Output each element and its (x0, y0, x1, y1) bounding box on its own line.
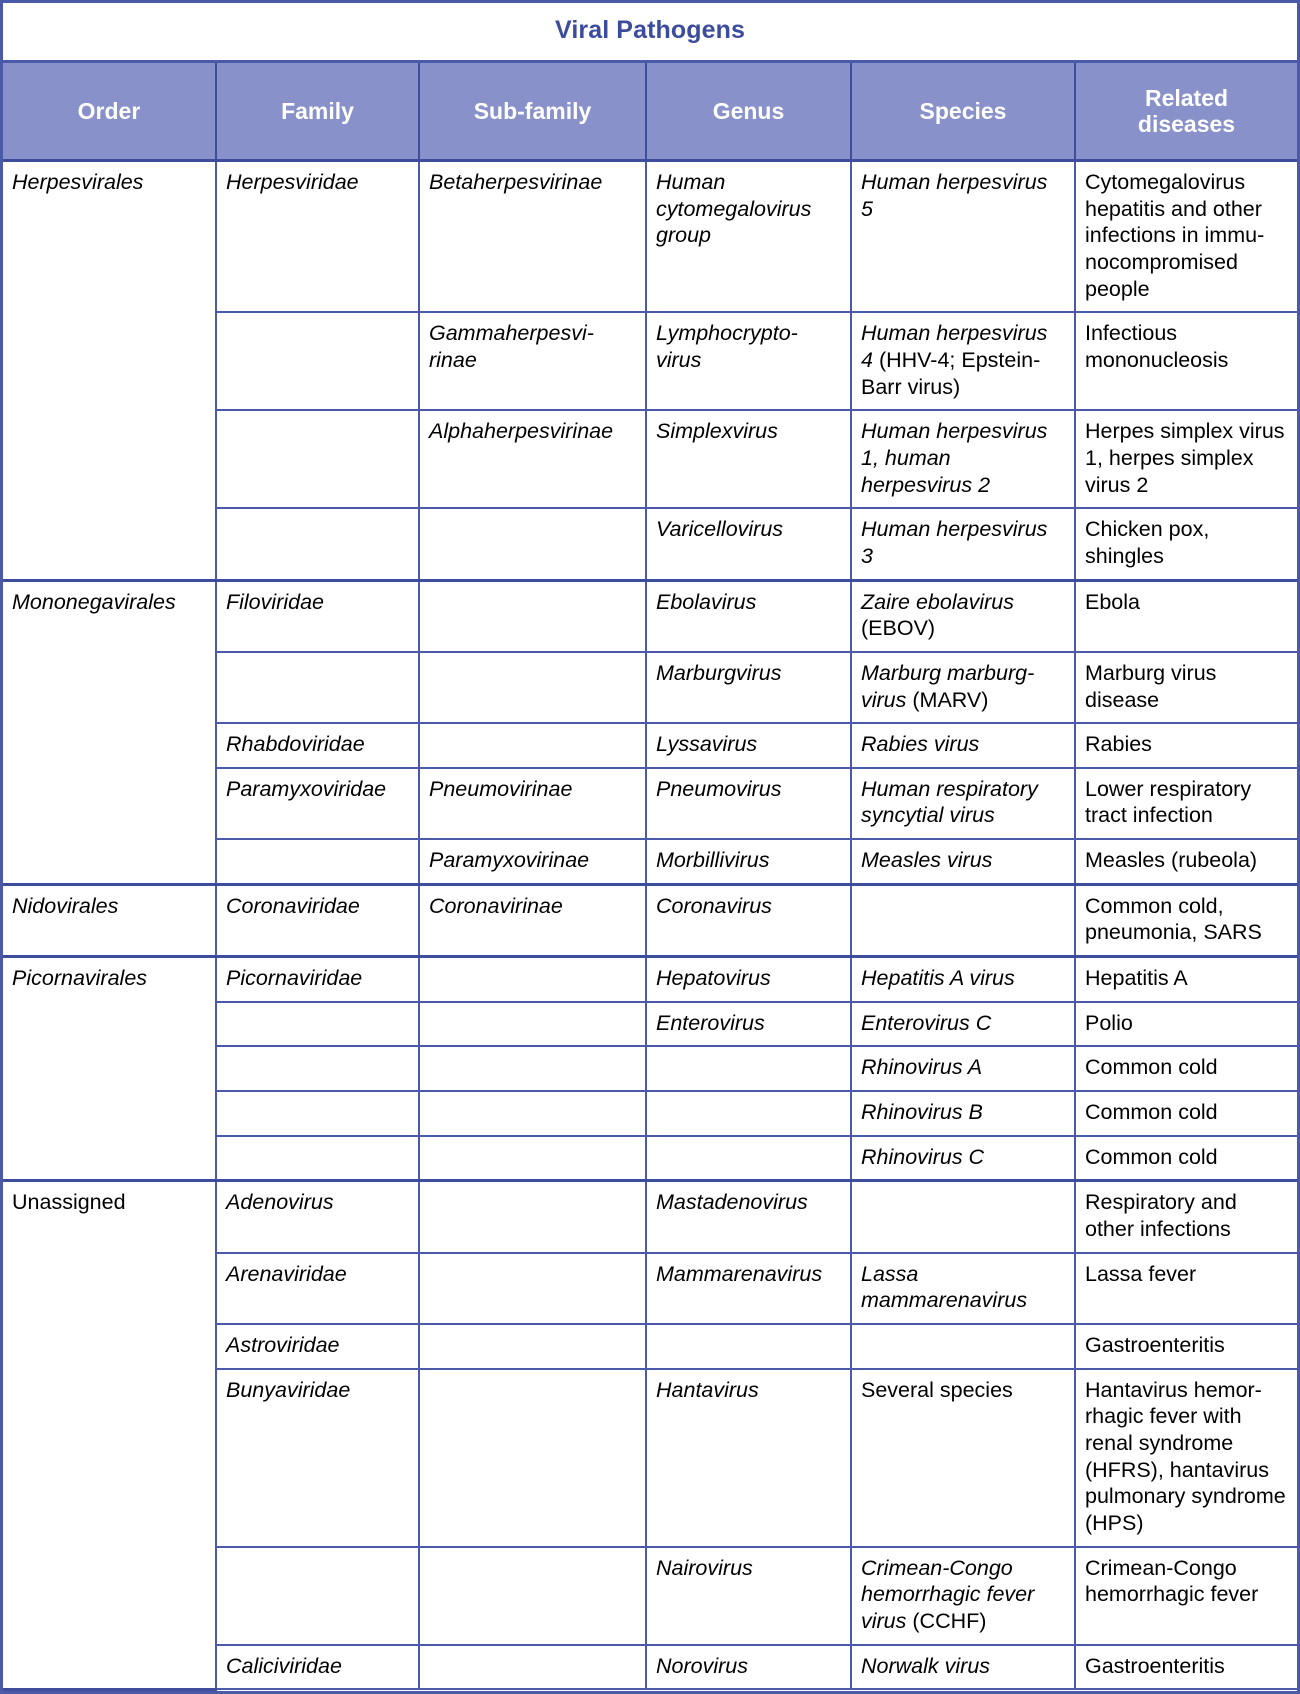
species-alias: (HHV-4; Epstein-Barr virus) (861, 347, 1041, 399)
cell-species (851, 1046, 1075, 1091)
column-header-family: Family (216, 62, 419, 161)
cell-subfamily (419, 1046, 646, 1091)
table-row (3, 957, 1297, 1002)
species-name: Measles virus (861, 848, 993, 873)
cell-genus (646, 1324, 851, 1369)
cell-related-diseases: Marburg virus disease (1075, 652, 1297, 723)
cell-order: Nidovirales (3, 884, 216, 956)
cell-genus (646, 1136, 851, 1181)
cell-species (851, 839, 1075, 884)
cell-related-diseases: Measles (rubeola) (1075, 839, 1297, 884)
column-header-related-diseases-line2: diseases (1137, 111, 1236, 137)
column-header-genus: Genus (646, 62, 851, 161)
species-name: Human respiratory syncytial virus (861, 776, 1038, 828)
cell-species (851, 410, 1075, 508)
cell-subfamily (419, 1181, 646, 1253)
cell-subfamily (419, 580, 646, 652)
cell-species (851, 723, 1075, 768)
cell-family (216, 1046, 419, 1091)
cell-species (851, 1369, 1075, 1547)
column-header-related-diseases-line1: Related (1144, 84, 1229, 111)
cell-genus: Nairovirus (646, 1547, 851, 1645)
cell-family (216, 312, 419, 410)
cell-genus: Hepatovirus (646, 957, 851, 1002)
cell-species (851, 957, 1075, 1002)
cell-related-diseases: Lower respiratory tract infection (1075, 768, 1297, 839)
cell-subfamily (419, 1645, 646, 1690)
cell-genus: Coronavirus (646, 884, 851, 956)
cell-related-diseases: Gastroenteritis (1075, 1645, 1297, 1690)
cell-species (851, 1136, 1075, 1181)
cell-species (851, 1645, 1075, 1690)
cell-species (851, 1181, 1075, 1253)
species-name: Crimean-Congo hemorrhagic fever virus (861, 1555, 1035, 1633)
species-name: Marburg marburg-virus (861, 660, 1035, 712)
cell-family: Coronaviridae (216, 884, 419, 956)
cell-genus: Human cytomegalovirus group (646, 161, 851, 313)
cell-subfamily: Paramyxovirinae (419, 839, 646, 884)
cell-family: Filoviridae (216, 580, 419, 652)
species-name: Enterovirus C (861, 1010, 992, 1035)
table-row (3, 161, 1297, 313)
cell-related-diseases: Common cold, pneumonia, SARS (1075, 884, 1297, 956)
cell-related-diseases: Respiratory and other infections (1075, 1181, 1297, 1253)
cell-family (216, 839, 419, 884)
species-alias: (MARV) (906, 687, 989, 712)
cell-species (851, 652, 1075, 723)
table-header (3, 3, 1297, 161)
column-header-species: Species (851, 62, 1075, 161)
page-title: Viral Pathogens (3, 3, 1297, 62)
cell-genus: Enterovirus (646, 1002, 851, 1047)
cell-related-diseases: Common cold (1075, 1091, 1297, 1136)
cell-subfamily (419, 508, 646, 580)
species-name: Human herpesvirus 1, human herpesvirus 2 (861, 419, 1048, 497)
cell-related-diseases: Chicken pox, shingles (1075, 508, 1297, 580)
cell-species (851, 580, 1075, 652)
cell-related-diseases: Lassa fever (1075, 1253, 1297, 1324)
cell-family (216, 1091, 419, 1136)
cell-related-diseases: Hantavirus hemor-rhagic fever with renal syndrome (HFRS), hantavirus pulmonary syndrome (HPS) (1075, 1369, 1297, 1547)
cell-order: Herpesvirales (3, 161, 216, 581)
cell-species (851, 1002, 1075, 1047)
cell-genus: Mammarenavirus (646, 1253, 851, 1324)
column-header-row (3, 62, 1297, 161)
cell-species (851, 312, 1075, 410)
cell-related-diseases: Crimean-Congo hemorrhagic fever (1075, 1547, 1297, 1645)
cell-related-diseases: Infectious mononucleosis (1075, 312, 1297, 410)
species-name: Hepatitis A virus (861, 966, 1015, 991)
cell-subfamily (419, 1369, 646, 1547)
cell-species (851, 1547, 1075, 1645)
cell-subfamily (419, 1136, 646, 1181)
cell-species (851, 508, 1075, 580)
table-title-row (3, 3, 1297, 62)
cell-family: Rhabdoviridae (216, 723, 419, 768)
cell-related-diseases: Hepatitis A (1075, 957, 1297, 1002)
table-row (3, 580, 1297, 652)
table-row (3, 1181, 1297, 1253)
species-name: Rhinovirus B (861, 1100, 983, 1125)
species-text: Several species (861, 1377, 1013, 1402)
cell-genus: Lyssavirus (646, 723, 851, 768)
cell-genus: Simplexvirus (646, 410, 851, 508)
column-header-related-diseases (1075, 62, 1297, 161)
table-body (3, 161, 1297, 1690)
cell-family (216, 652, 419, 723)
cell-genus (646, 1046, 851, 1091)
cell-genus: Hantavirus (646, 1369, 851, 1547)
cell-family (216, 410, 419, 508)
species-name: Human herpesvirus 5 (861, 170, 1048, 221)
cell-genus: Varicellovirus (646, 508, 851, 580)
species-name: Zaire ebolavirus (861, 589, 1014, 614)
cell-related-diseases: Rabies (1075, 723, 1297, 768)
cell-subfamily (419, 1002, 646, 1047)
species-alias: (CCHF) (906, 1608, 987, 1633)
cell-species (851, 768, 1075, 839)
cell-related-diseases: Ebola (1075, 580, 1297, 652)
column-header-order: Order (3, 62, 216, 161)
cell-subfamily: Gammaherpesvi-rinae (419, 312, 646, 410)
cell-subfamily: Betaherpesvirinae (419, 161, 646, 313)
species-name: Rabies virus (861, 732, 980, 757)
cell-subfamily (419, 1091, 646, 1136)
cell-species (851, 1324, 1075, 1369)
species-name: Norwalk virus (861, 1653, 991, 1678)
cell-genus: Mastadenovirus (646, 1181, 851, 1253)
cell-family (216, 508, 419, 580)
cell-family: Picornaviridae (216, 957, 419, 1002)
cell-family (216, 1136, 419, 1181)
species-name: Rhinovirus C (861, 1144, 985, 1169)
species-name: Rhinovirus A (861, 1055, 983, 1080)
species-name: Lassa mammarenavirus (861, 1261, 1028, 1313)
cell-subfamily (419, 652, 646, 723)
cell-family: Astroviridae (216, 1324, 419, 1369)
cell-species (851, 884, 1075, 956)
viral-pathogens-table (3, 3, 1297, 1691)
cell-subfamily (419, 1547, 646, 1645)
cell-related-diseases: Cytomegalovirus hepatitis and other infections in immu-nocompromised people (1075, 161, 1297, 313)
cell-subfamily (419, 1324, 646, 1369)
cell-subfamily (419, 957, 646, 1002)
cell-family (216, 1547, 419, 1645)
species-alias: (EBOV) (861, 616, 936, 641)
cell-related-diseases: Common cold (1075, 1046, 1297, 1091)
column-header-subfamily: Sub-family (419, 62, 646, 161)
cell-subfamily (419, 1253, 646, 1324)
cell-species (851, 161, 1075, 313)
cell-order: Unassigned (3, 1181, 216, 1689)
cell-family: Bunyaviridae (216, 1369, 419, 1547)
cell-order: Picornavirales (3, 957, 216, 1181)
cell-family: Adenovirus (216, 1181, 419, 1253)
cell-genus: Pneumovirus (646, 768, 851, 839)
cell-subfamily: Pneumovirinae (419, 768, 646, 839)
cell-related-diseases: Herpes simplex virus 1, herpes simplex virus 2 (1075, 410, 1297, 508)
cell-family: Paramyxoviridae (216, 768, 419, 839)
cell-genus: Ebolavirus (646, 580, 851, 652)
cell-genus (646, 1091, 851, 1136)
cell-genus: Lymphocrypto-virus (646, 312, 851, 410)
table-row (3, 884, 1297, 956)
cell-genus: Norovirus (646, 1645, 851, 1690)
cell-genus: Marburgvirus (646, 652, 851, 723)
cell-related-diseases: Polio (1075, 1002, 1297, 1047)
cell-family: Herpesviridae (216, 161, 419, 313)
cell-related-diseases: Gastroenteritis (1075, 1324, 1297, 1369)
cell-related-diseases: Common cold (1075, 1136, 1297, 1181)
cell-species (851, 1253, 1075, 1324)
cell-order: Mononegavirales (3, 580, 216, 884)
cell-family (216, 1002, 419, 1047)
cell-subfamily (419, 723, 646, 768)
cell-subfamily: Coronavirinae (419, 884, 646, 956)
species-name: Human herpesvirus 4 (861, 321, 1048, 372)
cell-species (851, 1091, 1075, 1136)
cell-subfamily: Alphaherpesvirinae (419, 410, 646, 508)
species-name: Human herpesvirus 3 (861, 517, 1048, 568)
cell-family: Caliciviridae (216, 1645, 419, 1690)
cell-family: Arenaviridae (216, 1253, 419, 1324)
cell-genus: Morbillivirus (646, 839, 851, 884)
